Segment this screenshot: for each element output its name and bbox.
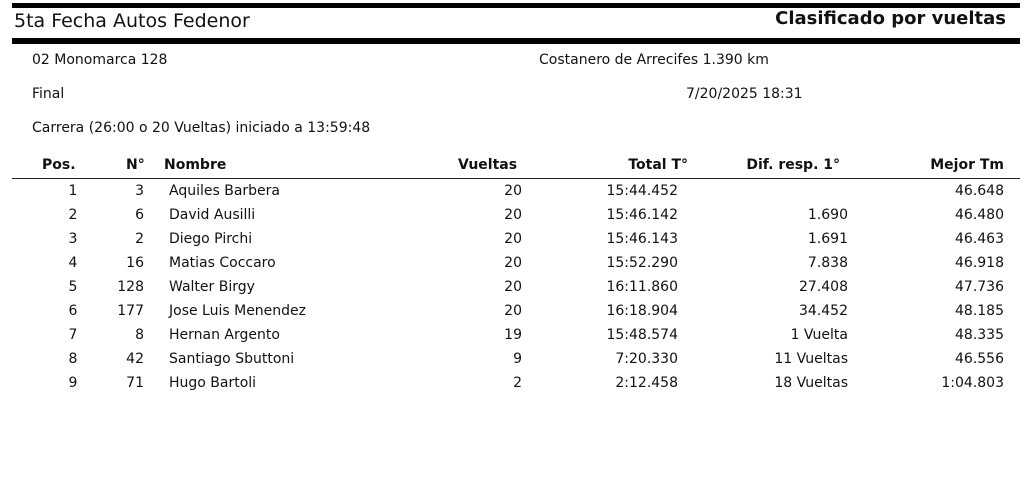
table-row — [0, 279, 1024, 302]
cell-laps: 19 — [504, 327, 522, 343]
cell-diff: 1.690 — [807, 207, 848, 223]
cell-total: 16:11.860 — [606, 279, 678, 295]
cell-total: 7:20.330 — [615, 351, 678, 367]
cell-laps: 9 — [513, 351, 522, 367]
cell-num: 2 — [135, 231, 144, 247]
table-row — [0, 303, 1024, 326]
header-rule — [12, 38, 1020, 44]
cell-total: 2:12.458 — [615, 375, 678, 391]
cell-laps: 20 — [504, 279, 522, 295]
cell-name: Santiago Sbuttoni — [169, 351, 295, 367]
cell-pos: 1 — [68, 183, 78, 199]
cell-num: 71 — [126, 375, 144, 391]
cell-pos: 2 — [68, 207, 78, 223]
table-row — [0, 231, 1024, 254]
table-row — [0, 207, 1024, 230]
col-header-laps: Vueltas — [458, 157, 518, 173]
cell-best: 48.335 — [955, 327, 1004, 343]
cell-total: 15:46.143 — [606, 231, 678, 247]
cell-name: Aquiles Barbera — [169, 183, 281, 199]
cell-pos: 8 — [68, 351, 78, 367]
cell-name: Matias Coccaro — [169, 255, 276, 271]
session-label: Final — [32, 86, 65, 102]
cell-total: 15:52.290 — [606, 255, 678, 271]
race-description: Carrera (26:00 o 20 Vueltas) iniciado a 13:59:48 — [32, 120, 371, 136]
cell-total: 15:46.142 — [606, 207, 678, 223]
cell-best: 46.463 — [955, 231, 1004, 247]
cell-best: 46.648 — [955, 183, 1004, 199]
table-header-rule — [12, 178, 1020, 179]
table-row — [0, 255, 1024, 278]
cell-pos: 6 — [68, 303, 78, 319]
cell-num: 16 — [126, 255, 144, 271]
cell-name: Hugo Bartoli — [169, 375, 257, 391]
sort-title: Clasificado por vueltas — [775, 8, 1006, 29]
col-header-best: Mejor Tm — [930, 157, 1004, 173]
col-header-pos: Pos. — [42, 157, 76, 173]
cell-best: 46.556 — [955, 351, 1004, 367]
table-row — [0, 327, 1024, 350]
cell-laps: 20 — [504, 207, 522, 223]
cell-pos: 7 — [68, 327, 78, 343]
cell-best: 1:04.803 — [941, 375, 1004, 391]
cell-name: David Ausilli — [169, 207, 256, 223]
cell-pos: 3 — [68, 231, 78, 247]
cell-diff: 1 Vuelta — [790, 327, 848, 343]
cell-num: 42 — [126, 351, 144, 367]
cell-diff: 7.838 — [807, 255, 848, 271]
cell-laps: 20 — [504, 255, 522, 271]
table-row — [0, 375, 1024, 398]
cell-best: 47.736 — [955, 279, 1004, 295]
cell-num: 8 — [135, 327, 144, 343]
col-header-total: Total T° — [628, 157, 688, 173]
cell-num: 6 — [135, 207, 144, 223]
circuit-label: Costanero de Arrecifes 1.390 km — [539, 52, 769, 68]
cell-diff: 27.408 — [799, 279, 848, 295]
cell-best: 46.480 — [955, 207, 1004, 223]
cell-total: 16:18.904 — [606, 303, 678, 319]
table-row — [0, 351, 1024, 374]
col-header-num: N° — [126, 157, 145, 173]
cell-best: 46.918 — [955, 255, 1004, 271]
cell-name: Diego Pirchi — [169, 231, 253, 247]
cell-name: Walter Birgy — [169, 279, 255, 295]
cell-diff: 18 Vueltas — [774, 375, 848, 391]
category-label: 02 Monomarca 128 — [32, 52, 168, 68]
cell-pos: 9 — [68, 375, 78, 391]
col-header-diff: Dif. resp. 1° — [746, 157, 840, 173]
cell-pos: 5 — [68, 279, 78, 295]
cell-diff: 11 Vueltas — [774, 351, 848, 367]
cell-laps: 20 — [504, 183, 522, 199]
cell-name: Jose Luis Menendez — [169, 303, 307, 319]
event-title: 5ta Fecha Autos Fedenor — [14, 10, 250, 32]
table-row — [0, 183, 1024, 206]
cell-total: 15:48.574 — [606, 327, 678, 343]
cell-name: Hernan Argento — [169, 327, 280, 343]
datetime-label: 7/20/2025 18:31 — [686, 86, 803, 102]
cell-laps: 2 — [513, 375, 522, 391]
cell-laps: 20 — [504, 231, 522, 247]
cell-num: 3 — [135, 183, 144, 199]
cell-pos: 4 — [68, 255, 78, 271]
col-header-name: Nombre — [164, 157, 227, 173]
cell-total: 15:44.452 — [606, 183, 678, 199]
cell-num: 177 — [117, 303, 144, 319]
cell-num: 128 — [117, 279, 144, 295]
cell-diff: 1.691 — [807, 231, 848, 247]
cell-laps: 20 — [504, 303, 522, 319]
cell-best: 48.185 — [955, 303, 1004, 319]
cell-diff: 34.452 — [799, 303, 848, 319]
